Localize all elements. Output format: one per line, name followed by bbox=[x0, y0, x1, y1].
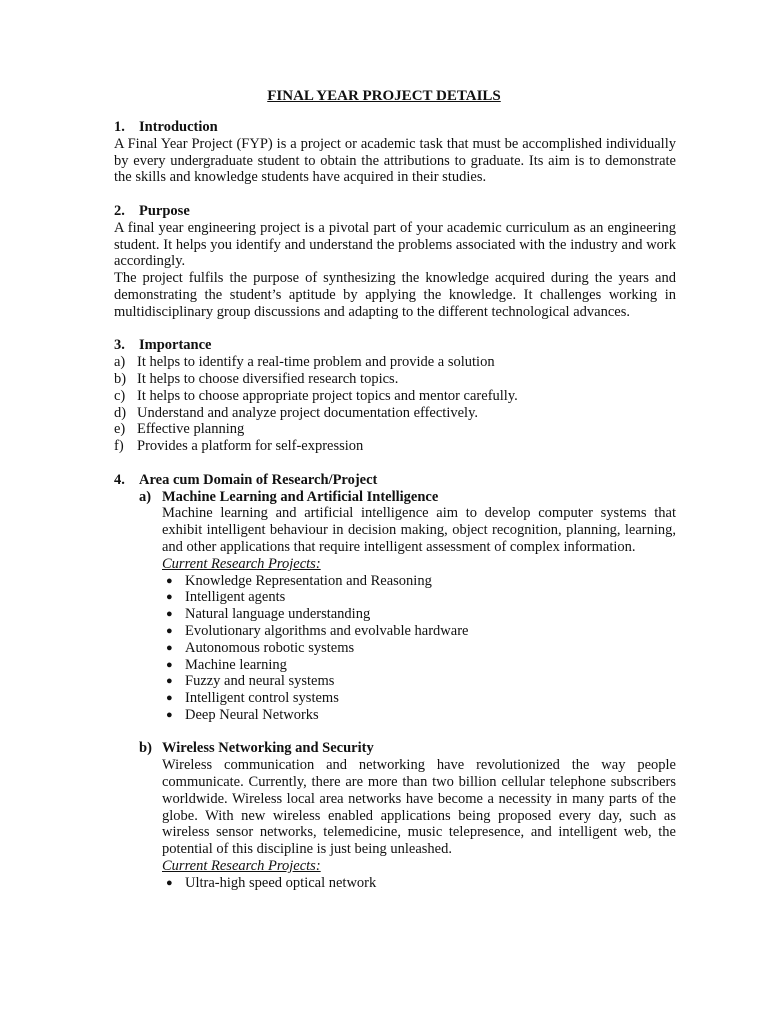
bullet-icon: ● bbox=[166, 574, 173, 587]
list-item-text: Deep Neural Networks bbox=[185, 706, 319, 723]
list-item-label: a) bbox=[114, 354, 126, 371]
section-title: Purpose bbox=[139, 202, 190, 219]
list-item-text: Knowledge Representation and Reasoning bbox=[185, 572, 432, 589]
section-heading bbox=[114, 119, 676, 136]
list-item bbox=[162, 673, 676, 690]
list-item-text: Machine learning bbox=[185, 656, 287, 673]
list-item-text: Understand and analyze project documentation effectively. bbox=[137, 404, 479, 421]
subsection-heading bbox=[139, 489, 676, 506]
document-content bbox=[114, 119, 676, 908]
bullet-icon: ● bbox=[166, 591, 173, 604]
list-item-label: d) bbox=[114, 404, 127, 421]
list-item-text: Ultra-high speed optical network bbox=[185, 874, 377, 891]
list-item bbox=[114, 388, 676, 405]
document-title: FINAL YEAR PROJECT DETAILS bbox=[267, 88, 501, 104]
list-item-label: c) bbox=[114, 387, 126, 404]
machine-learning-paragraph: Machine learning and artificial intelligence aim to develop computer systems that exhibit intelligent behaviour in decision making, object recognition, planning, learning, and other applications that require intelligent assessment of complex information. bbox=[162, 505, 676, 555]
list-item bbox=[162, 875, 676, 892]
section-heading bbox=[114, 472, 676, 489]
section-research-domain bbox=[114, 472, 676, 892]
bullet-icon: ● bbox=[166, 658, 173, 671]
list-item-text: It helps to choose diversified research topics. bbox=[137, 370, 399, 387]
subsection-heading bbox=[139, 740, 676, 757]
list-item-label: f) bbox=[114, 438, 124, 455]
list-item bbox=[114, 405, 676, 422]
list-item-label: e) bbox=[114, 421, 126, 438]
section-purpose bbox=[114, 203, 676, 321]
subsection-title: Wireless Networking and Security bbox=[162, 740, 374, 757]
bullet-icon: ● bbox=[166, 608, 173, 621]
list-item bbox=[114, 438, 676, 455]
list-item bbox=[162, 589, 676, 606]
introduction-paragraph: A Final Year Project (FYP) is a project or academic task that must be accomplished individually by every undergraduate student to obtain the attributions to graduate. Its aim is to demonstrate the skills and knowledge students have acquired in their studies. bbox=[114, 135, 676, 186]
bullet-icon: ● bbox=[166, 876, 173, 889]
subsection-label: b) bbox=[139, 740, 152, 757]
section-heading bbox=[114, 203, 676, 220]
section-introduction bbox=[114, 119, 676, 186]
list-item bbox=[162, 707, 676, 724]
list-item bbox=[162, 657, 676, 674]
purpose-paragraph-2: The project fulfils the purpose of synthesizing the knowledge acquired during the years and demonstrating the student’s aptitude by applying the knowledge. It challenges working in multidisciplinary group discussions and adapting to the different technological advances. bbox=[114, 270, 676, 320]
bullet-icon: ● bbox=[166, 708, 173, 721]
bullet-icon: ● bbox=[166, 675, 173, 688]
list-item-text: It helps to choose appropriate project topics and mentor carefully. bbox=[137, 387, 518, 404]
list-item-text: Evolutionary algorithms and evolvable hardware bbox=[185, 622, 469, 639]
bullet-icon: ● bbox=[166, 624, 173, 637]
current-research-label: Current Research Projects: bbox=[162, 858, 321, 875]
wireless-paragraph: Wireless communication and networking have revolutionized the way people communicate. Currently, there are more than two billion cellular telephone subscribers worldwide. Wireless local area networks have become a necessity in many parts of the globe. With new wireless enabled applications being proposed every day, such as wireless sensor networks, telemedicine, music telepresence, and intelligent web, the potential of this discipline is just being unleashed. bbox=[162, 757, 676, 858]
list-item bbox=[114, 371, 676, 388]
list-item-text: Autonomous robotic systems bbox=[185, 639, 355, 656]
list-item-label: b) bbox=[114, 370, 127, 387]
list-item bbox=[162, 606, 676, 623]
list-item bbox=[162, 623, 676, 640]
section-number: 1. bbox=[114, 119, 125, 135]
bullet-icon: ● bbox=[166, 692, 173, 705]
list-item bbox=[114, 354, 676, 371]
section-importance bbox=[114, 337, 676, 455]
list-item-text: Provides a platform for self-expression bbox=[137, 438, 364, 455]
bullet-icon: ● bbox=[166, 641, 173, 654]
research-projects-list bbox=[162, 875, 676, 892]
subsection-wireless bbox=[139, 740, 676, 891]
list-item bbox=[114, 421, 676, 438]
list-item bbox=[162, 690, 676, 707]
section-number: 3. bbox=[114, 337, 125, 354]
section-title: Importance bbox=[139, 337, 212, 354]
section-title: Introduction bbox=[139, 119, 218, 135]
list-item-text: Natural language understanding bbox=[185, 606, 371, 623]
subsection-label: a) bbox=[139, 488, 152, 505]
research-projects-list bbox=[162, 573, 676, 724]
section-title: Area cum Domain of Research/Project bbox=[139, 471, 378, 488]
list-item-text: Effective planning bbox=[137, 421, 245, 438]
section-heading bbox=[114, 337, 676, 354]
list-item-text: Fuzzy and neural systems bbox=[185, 673, 335, 690]
section-number: 4. bbox=[114, 471, 125, 488]
list-item-text: Intelligent control systems bbox=[185, 690, 339, 707]
list-item bbox=[162, 640, 676, 657]
importance-list bbox=[114, 354, 676, 455]
list-item-text: It helps to identify a real-time problem and provide a solution bbox=[137, 354, 495, 371]
current-research-label: Current Research Projects: bbox=[162, 555, 321, 572]
list-item-text: Intelligent agents bbox=[185, 589, 286, 606]
section-number: 2. bbox=[114, 202, 125, 219]
subsection-title: Machine Learning and Artificial Intelligence bbox=[162, 488, 439, 505]
subsection-machine-learning bbox=[139, 489, 676, 724]
list-item bbox=[162, 573, 676, 590]
purpose-paragraph-1: A final year engineering project is a pivotal part of your academic curriculum as an engineering student. It helps you identify and understand the problems associated with the industry and work accordingly. bbox=[114, 219, 676, 270]
